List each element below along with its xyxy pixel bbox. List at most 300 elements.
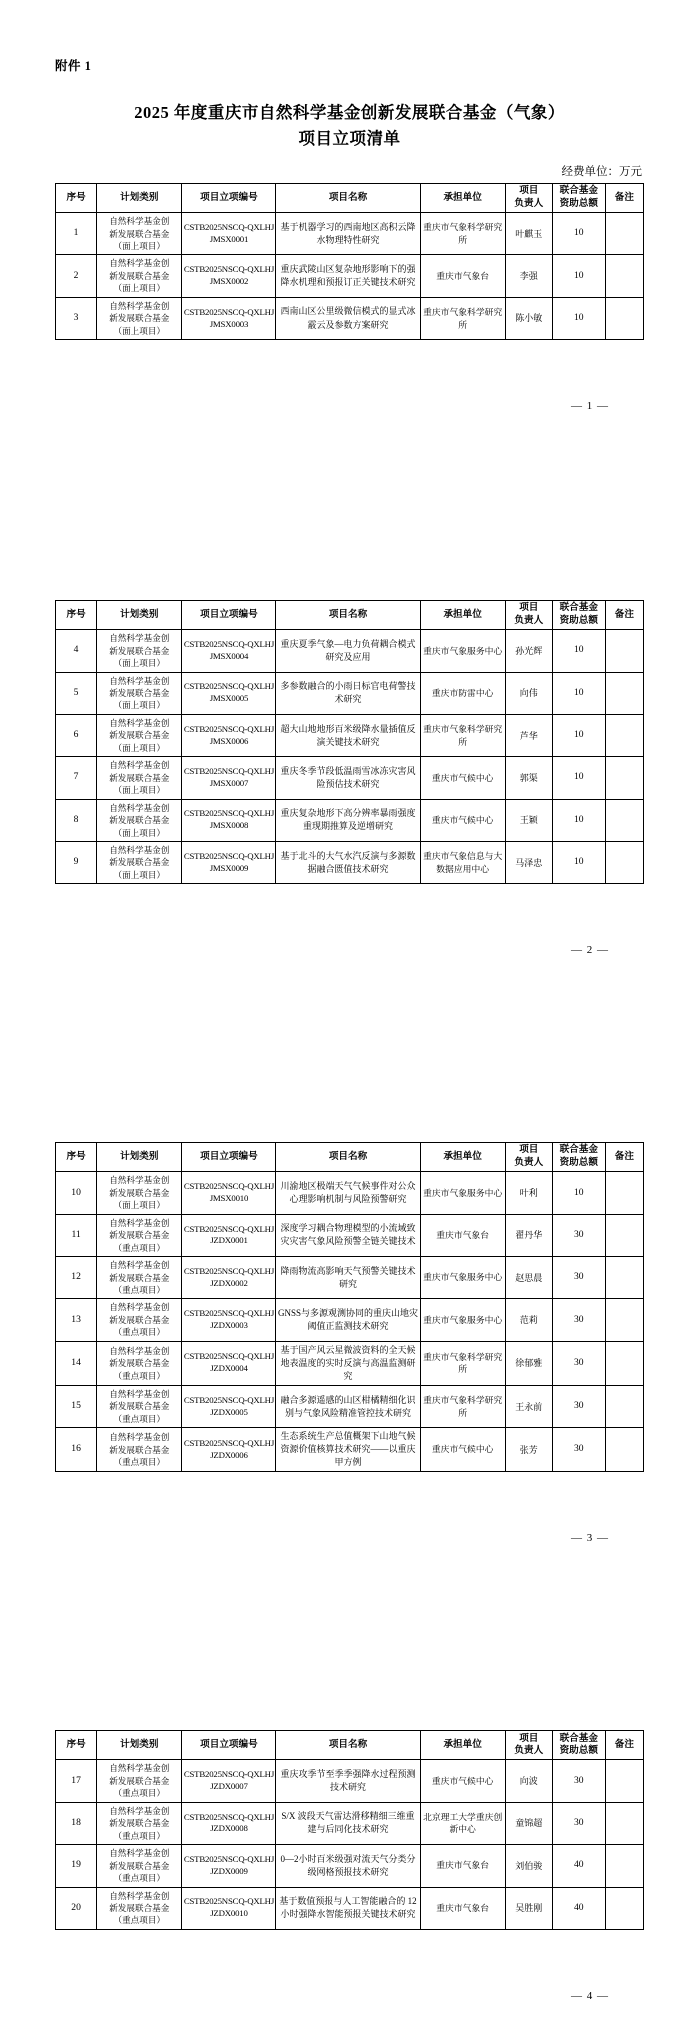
sheet-1 (0, 0, 699, 502)
col-person (505, 1143, 552, 1172)
cell-person: 孙光辉 (505, 630, 552, 672)
cat-l1: 自然科学基金创 (109, 1432, 170, 1443)
cell-org: 重庆市气象台 (420, 255, 505, 297)
cat-l1: 自然科学基金创 (109, 258, 170, 269)
cell-org: 重庆市气象服务中心 (420, 630, 505, 672)
cat-l2: 新发展联合基金 (109, 1230, 170, 1241)
cat-l1: 自然科学基金创 (109, 1345, 170, 1356)
cell-code: CSTB2025NSCQ-QXLHJJZDX0008 (182, 1802, 276, 1844)
cat-l1: 自然科学基金创 (109, 300, 170, 311)
col-remark: 备注 (605, 601, 643, 630)
page-number: — 4 — (571, 1989, 609, 2002)
cat-l3: （重点项目） (113, 1915, 166, 1926)
cell-seq: 17 (56, 1760, 97, 1802)
cell-seq: 11 (56, 1214, 97, 1256)
table-row (56, 1341, 644, 1385)
cell-seq: 19 (56, 1845, 97, 1887)
cell-remark (605, 799, 643, 841)
page-title (55, 100, 644, 151)
cell-name: 基于北斗的大气水汽反演与多源数据融合匮值技术研究 (276, 842, 420, 884)
cell-seq: 18 (56, 1802, 97, 1844)
cell-person: 郭渠 (505, 757, 552, 799)
cat-l2: 新发展联合基金 (109, 1401, 170, 1412)
cat-l3: （面上项目） (113, 658, 166, 669)
cat-l3: （重点项目） (113, 1413, 166, 1424)
col-org: 承担单位 (420, 1143, 505, 1172)
cell-person: 王永前 (505, 1385, 552, 1427)
cell-name: 川渝地区极端天气气候事件对公众心理影响机制与风险预警研究 (276, 1172, 420, 1214)
table-row (56, 1299, 644, 1341)
cell-name: 基于国产风云星微波资料的全天候地表温度的实时反演与高温监测研究 (276, 1341, 420, 1385)
cell-seq: 14 (56, 1341, 97, 1385)
table-row (56, 714, 644, 756)
cell-code: CSTB2025NSCQ-QXLHJJMSX0009 (182, 842, 276, 884)
cell-amount: 30 (552, 1214, 605, 1256)
col-code: 项目立项编号 (182, 1731, 276, 1760)
col-org: 承担单位 (420, 601, 505, 630)
cat-l1: 自然科学基金创 (109, 633, 170, 644)
cell-remark (605, 1428, 643, 1472)
page-number: — 1 — (571, 400, 609, 413)
col-seq: 序号 (56, 601, 97, 630)
col-category: 计划类别 (97, 1731, 182, 1760)
cell-remark (605, 297, 643, 339)
cell-category (97, 757, 182, 799)
cell-category (97, 213, 182, 255)
cell-amount: 30 (552, 1428, 605, 1472)
cat-l2: 新发展联合基金 (109, 772, 170, 783)
cat-l2: 新发展联合基金 (109, 1358, 170, 1369)
cell-category (97, 1172, 182, 1214)
cell-code: CSTB2025NSCQ-QXLHJJMSX0003 (182, 297, 276, 339)
cell-category (97, 1214, 182, 1256)
col-code: 项目立项编号 (182, 184, 276, 213)
cell-seq: 2 (56, 255, 97, 297)
cat-l1: 自然科学基金创 (109, 1805, 170, 1816)
cell-seq: 13 (56, 1299, 97, 1341)
cat-l1: 自然科学基金创 (109, 216, 170, 227)
table-row (56, 799, 644, 841)
cat-l3: （面上项目） (113, 827, 166, 838)
table-row (56, 297, 644, 339)
cell-person: 马泽忠 (505, 842, 552, 884)
cell-category (97, 1257, 182, 1299)
col-code: 项目立项编号 (182, 1143, 276, 1172)
cell-code: CSTB2025NSCQ-QXLHJJMSX0004 (182, 630, 276, 672)
cat-l1: 自然科学基金创 (109, 717, 170, 728)
cat-l2: 新发展联合基金 (109, 313, 170, 324)
title-line-2: 项目立项清单 (298, 128, 401, 148)
cell-remark (605, 1214, 643, 1256)
col-amount-l1: 联合基金 (559, 1732, 598, 1744)
project-table-page-3 (55, 1142, 644, 1472)
cell-person: 向伟 (505, 672, 552, 714)
col-org: 承担单位 (420, 1731, 505, 1760)
col-person-l2: 负责人 (514, 1745, 544, 1757)
col-remark: 备注 (605, 184, 643, 213)
col-amount-l1: 联合基金 (559, 185, 598, 197)
table-row (56, 1257, 644, 1299)
cell-category (97, 1385, 182, 1427)
cell-seq: 9 (56, 842, 97, 884)
col-amount-l2: 资助总额 (559, 615, 598, 627)
cat-l3: （面上项目） (113, 283, 166, 294)
col-person-l2: 负责人 (514, 1157, 544, 1169)
col-person (505, 601, 552, 630)
cell-amount: 30 (552, 1385, 605, 1427)
cell-category (97, 1887, 182, 1929)
cell-category (97, 297, 182, 339)
cell-seq: 10 (56, 1172, 97, 1214)
cell-code: CSTB2025NSCQ-QXLHJJZDX0001 (182, 1214, 276, 1256)
cat-l3: （面上项目） (113, 325, 166, 336)
cat-l2: 新发展联合基金 (109, 857, 170, 868)
cell-remark (605, 1172, 643, 1214)
col-category: 计划类别 (97, 1143, 182, 1172)
cell-amount: 10 (552, 672, 605, 714)
cat-l2: 新发展联合基金 (109, 1775, 170, 1786)
col-amount (552, 601, 605, 630)
table-row (56, 1760, 644, 1802)
table-row (56, 1887, 644, 1929)
cell-org: 重庆市气象台 (420, 1845, 505, 1887)
cat-l1: 自然科学基金创 (109, 1848, 170, 1859)
table-row (56, 213, 644, 255)
cell-org: 重庆市气候中心 (420, 1428, 505, 1472)
cell-category (97, 1760, 182, 1802)
cell-remark (605, 1760, 643, 1802)
cell-person: 王颖 (505, 799, 552, 841)
cat-l3: （重点项目） (113, 1873, 166, 1884)
cell-person: 赵思晨 (505, 1257, 552, 1299)
cell-seq: 4 (56, 630, 97, 672)
cell-name: 西南山区公里级微信模式的显式冰霰云及参数方案研究 (276, 297, 420, 339)
cell-remark (605, 757, 643, 799)
cell-remark (605, 1299, 643, 1341)
cat-l2: 新发展联合基金 (109, 815, 170, 826)
cell-org: 重庆市气候中心 (420, 757, 505, 799)
cell-person: 范莉 (505, 1299, 552, 1341)
cell-org: 重庆市气象科学研究所 (420, 213, 505, 255)
cat-l2: 新发展联合基金 (109, 1818, 170, 1829)
cat-l3: （重点项目） (113, 1327, 166, 1338)
cell-person: 向波 (505, 1760, 552, 1802)
cell-amount: 30 (552, 1299, 605, 1341)
table-header-row (56, 184, 644, 213)
cell-amount: 30 (552, 1341, 605, 1385)
col-person-l2: 负责人 (514, 198, 544, 210)
cat-l2: 新发展联合基金 (109, 1444, 170, 1455)
cell-seq: 3 (56, 297, 97, 339)
cell-org: 重庆市气象科学研究所 (420, 714, 505, 756)
cell-category (97, 630, 182, 672)
cat-l2: 新发展联合基金 (109, 1902, 170, 1913)
cell-code: CSTB2025NSCQ-QXLHJJZDX0006 (182, 1428, 276, 1472)
col-name: 项目名称 (276, 1143, 420, 1172)
cat-l2: 新发展联合基金 (109, 1314, 170, 1325)
col-person (505, 184, 552, 213)
cell-name: 基于机器学习的西南地区高积云降水物理特性研究 (276, 213, 420, 255)
cell-amount: 30 (552, 1760, 605, 1802)
cell-name: 多参数融合的小雨日标官电荷警技术研究 (276, 672, 420, 714)
cell-code: CSTB2025NSCQ-QXLHJJZDX0007 (182, 1760, 276, 1802)
cell-remark (605, 672, 643, 714)
cell-code: CSTB2025NSCQ-QXLHJJMSX0007 (182, 757, 276, 799)
cell-org: 重庆市气象台 (420, 1214, 505, 1256)
cell-name: 重庆武陵山区复杂地形影响下的强降水机理和预报订正关键技术研究 (276, 255, 420, 297)
cell-category (97, 255, 182, 297)
cell-person: 芦华 (505, 714, 552, 756)
col-amount (552, 1731, 605, 1760)
col-code: 项目立项编号 (182, 601, 276, 630)
cell-code: CSTB2025NSCQ-QXLHJJMSX0008 (182, 799, 276, 841)
table-row (56, 1845, 644, 1887)
cell-org: 北京理工大学重庆创新中心 (420, 1802, 505, 1844)
cell-person: 刘伯骏 (505, 1845, 552, 1887)
cell-code: CSTB2025NSCQ-QXLHJJZDX0009 (182, 1845, 276, 1887)
project-table-page-1 (55, 183, 644, 340)
cat-l3: （面上项目） (113, 869, 166, 880)
cell-remark (605, 1887, 643, 1929)
cat-l1: 自然科学基金创 (109, 1890, 170, 1901)
col-amount (552, 1143, 605, 1172)
cat-l3: （重点项目） (113, 1457, 166, 1468)
cell-amount: 30 (552, 1802, 605, 1844)
cat-l1: 自然科学基金创 (109, 845, 170, 855)
cell-remark (605, 255, 643, 297)
col-person (505, 1731, 552, 1760)
cell-code: CSTB2025NSCQ-QXLHJJZDX0005 (182, 1385, 276, 1427)
cell-seq: 1 (56, 213, 97, 255)
cell-amount: 10 (552, 757, 605, 799)
cell-amount: 10 (552, 213, 605, 255)
cell-amount: 30 (552, 1257, 605, 1299)
cat-l2: 新发展联合基金 (109, 1187, 170, 1198)
cell-remark (605, 1257, 643, 1299)
cell-remark (605, 1845, 643, 1887)
col-remark: 备注 (605, 1731, 643, 1760)
cell-amount: 10 (552, 714, 605, 756)
cell-remark (605, 630, 643, 672)
table-header-row (56, 601, 644, 630)
cell-seq: 7 (56, 757, 97, 799)
cell-name: S/X 波段天气雷达滑移精细三维重建与后同化技术研究 (276, 1802, 420, 1844)
cell-category (97, 1845, 182, 1887)
cell-amount: 10 (552, 255, 605, 297)
cell-name: GNSS与多源观测协同的重庆山地灾阈值正监测技术研究 (276, 1299, 420, 1341)
cat-l2: 新发展联合基金 (109, 1860, 170, 1871)
cat-l1: 自然科学基金创 (109, 760, 170, 771)
col-amount (552, 184, 605, 213)
cell-name: 0—2小时百米级强对流天气分类分级网格预报技术研究 (276, 1845, 420, 1887)
cell-remark (605, 842, 643, 884)
cat-l1: 自然科学基金创 (109, 1217, 170, 1228)
cat-l2: 新发展联合基金 (109, 228, 170, 239)
cell-category (97, 672, 182, 714)
cell-remark (605, 1385, 643, 1427)
table-row (56, 842, 644, 884)
table-header-row (56, 1143, 644, 1172)
cell-person: 童锦超 (505, 1802, 552, 1844)
cell-name: 重庆夏季气象—电力负荷耦合模式研究及应用 (276, 630, 420, 672)
cell-amount: 10 (552, 799, 605, 841)
unit-note: 经费单位：万元 (561, 166, 642, 179)
cell-name: 融合多源遥感的山区柑橘精细化识别与气象风险精准管控技术研究 (276, 1385, 420, 1427)
cell-name: 超大山地地形百米级降水量插值反演关键技术研究 (276, 714, 420, 756)
cell-code: CSTB2025NSCQ-QXLHJJZDX0002 (182, 1257, 276, 1299)
col-person-l1: 项目 (519, 602, 539, 614)
cell-category (97, 714, 182, 756)
cell-code: CSTB2025NSCQ-QXLHJJMSX0010 (182, 1172, 276, 1214)
col-amount-l2: 资助总额 (559, 1157, 598, 1169)
cell-code: CSTB2025NSCQ-QXLHJJMSX0006 (182, 714, 276, 756)
cell-seq: 16 (56, 1428, 97, 1472)
table-row (56, 1172, 644, 1214)
cat-l1: 自然科学基金创 (109, 1763, 170, 1774)
table-header-row (56, 1731, 644, 1760)
table-row (56, 630, 644, 672)
col-person-l1: 项目 (519, 1732, 539, 1744)
attachment-label: 附件 1 (55, 59, 92, 73)
cell-org: 重庆市气象服务中心 (420, 1172, 505, 1214)
table-row (56, 255, 644, 297)
col-amount-l1: 联合基金 (559, 1144, 598, 1156)
cell-name: 降雨物流高影响天气预警关键技术研究 (276, 1257, 420, 1299)
cell-amount: 10 (552, 297, 605, 339)
col-seq: 序号 (56, 184, 97, 213)
cell-code: CSTB2025NSCQ-QXLHJJZDX0010 (182, 1887, 276, 1929)
project-table-page-2 (55, 600, 644, 884)
col-amount-l2: 资助总额 (559, 1745, 598, 1757)
cell-name: 基于数值预报与人工智能融合的 12 小时强降水智能预报关键技术研究 (276, 1887, 420, 1929)
cell-remark (605, 1802, 643, 1844)
cell-code: CSTB2025NSCQ-QXLHJJMSX0005 (182, 672, 276, 714)
table-row (56, 1802, 644, 1844)
table-row (56, 757, 644, 799)
cell-amount: 40 (552, 1845, 605, 1887)
cell-remark (605, 213, 643, 255)
cat-l3: （重点项目） (113, 1788, 166, 1799)
cell-seq: 6 (56, 714, 97, 756)
cat-l3: （重点项目） (113, 1242, 166, 1253)
cell-seq: 12 (56, 1257, 97, 1299)
cat-l2: 新发展联合基金 (109, 730, 170, 741)
col-category: 计划类别 (97, 601, 182, 630)
cell-person: 叶利 (505, 1172, 552, 1214)
table-row (56, 672, 644, 714)
cell-seq: 5 (56, 672, 97, 714)
cat-l3: （重点项目） (113, 1370, 166, 1381)
cell-category (97, 1802, 182, 1844)
cell-code: CSTB2025NSCQ-QXLHJJZDX0003 (182, 1299, 276, 1341)
col-name: 项目名称 (276, 601, 420, 630)
cell-remark (605, 714, 643, 756)
cell-person: 翟丹华 (505, 1214, 552, 1256)
table-row (56, 1385, 644, 1427)
cat-l3: （面上项目） (113, 785, 166, 796)
cell-category (97, 1428, 182, 1472)
cat-l3: （重点项目） (113, 1830, 166, 1841)
col-amount-l2: 资助总额 (559, 198, 598, 210)
sheet-2 (0, 502, 699, 1046)
cat-l3: （面上项目） (113, 700, 166, 711)
col-remark: 备注 (605, 1143, 643, 1172)
cell-name: 生态系统生产总值概架下山地气候资源价值核算技术研究——以重庆甲方例 (276, 1428, 420, 1472)
cat-l3: （面上项目） (113, 241, 166, 252)
col-seq: 序号 (56, 1731, 97, 1760)
cat-l2: 新发展联合基金 (109, 645, 170, 656)
cell-seq: 8 (56, 799, 97, 841)
cat-l1: 自然科学基金创 (109, 1175, 170, 1186)
col-person-l1: 项目 (519, 1144, 539, 1156)
cat-l2: 新发展联合基金 (109, 270, 170, 281)
cell-code: CSTB2025NSCQ-QXLHJJMSX0001 (182, 213, 276, 255)
cat-l1: 自然科学基金创 (109, 1388, 170, 1399)
cat-l1: 自然科学基金创 (109, 675, 170, 686)
cell-person: 叶麒玉 (505, 213, 552, 255)
col-name: 项目名称 (276, 184, 420, 213)
cell-amount: 10 (552, 630, 605, 672)
cell-org: 重庆市气象科学研究所 (420, 1385, 505, 1427)
col-org: 承担单位 (420, 184, 505, 213)
cell-person: 吴胜刚 (505, 1887, 552, 1929)
cell-amount: 10 (552, 842, 605, 884)
col-amount-l1: 联合基金 (559, 602, 598, 614)
sheet-3 (0, 1046, 699, 1634)
cell-category (97, 1299, 182, 1341)
cell-person: 张芳 (505, 1428, 552, 1472)
cat-l3: （面上项目） (113, 1200, 166, 1211)
page-number: — 3 — (571, 1532, 609, 1545)
col-category: 计划类别 (97, 184, 182, 213)
col-name: 项目名称 (276, 1731, 420, 1760)
cell-org: 重庆市气候中心 (420, 1760, 505, 1802)
sheet-4 (0, 1634, 699, 2019)
cell-remark (605, 1341, 643, 1385)
cell-org: 重庆市气象服务中心 (420, 1257, 505, 1299)
cat-l1: 自然科学基金创 (109, 1302, 170, 1313)
cell-name: 重庆冬季节段低温雨雪冰冻灾害风险预估技术研究 (276, 757, 420, 799)
cat-l2: 新发展联合基金 (109, 688, 170, 699)
cell-person: 陈小敏 (505, 297, 552, 339)
cell-category (97, 842, 182, 884)
cat-l2: 新发展联合基金 (109, 1272, 170, 1283)
col-seq: 序号 (56, 1143, 97, 1172)
cell-org: 重庆市气象信息与大数据应用中心 (420, 842, 505, 884)
cell-org: 重庆市气象服务中心 (420, 1299, 505, 1341)
cell-code: CSTB2025NSCQ-QXLHJJMSX0002 (182, 255, 276, 297)
cell-name: 重庆攻季节至季季强降水过程预测技术研究 (276, 1760, 420, 1802)
cell-person: 李强 (505, 255, 552, 297)
page-number: — 2 — (571, 944, 609, 957)
cell-person: 徐郁雅 (505, 1341, 552, 1385)
cell-category (97, 799, 182, 841)
table-row (56, 1428, 644, 1472)
cell-org: 重庆市气候中心 (420, 799, 505, 841)
project-table-page-4 (55, 1730, 644, 1929)
cell-org: 重庆市气象科学研究所 (420, 297, 505, 339)
cell-code: CSTB2025NSCQ-QXLHJJZDX0004 (182, 1341, 276, 1385)
cell-category (97, 1341, 182, 1385)
cell-org: 重庆市气象台 (420, 1887, 505, 1929)
cell-name: 重庆复杂地形下高分辨率暴雨强度重现期推算及逆增研究 (276, 799, 420, 841)
cell-seq: 15 (56, 1385, 97, 1427)
cat-l3: （面上项目） (113, 742, 166, 753)
table-row (56, 1214, 644, 1256)
cell-amount: 10 (552, 1172, 605, 1214)
cat-l3: （重点项目） (113, 1284, 166, 1295)
cell-org: 重庆市防雷中心 (420, 672, 505, 714)
